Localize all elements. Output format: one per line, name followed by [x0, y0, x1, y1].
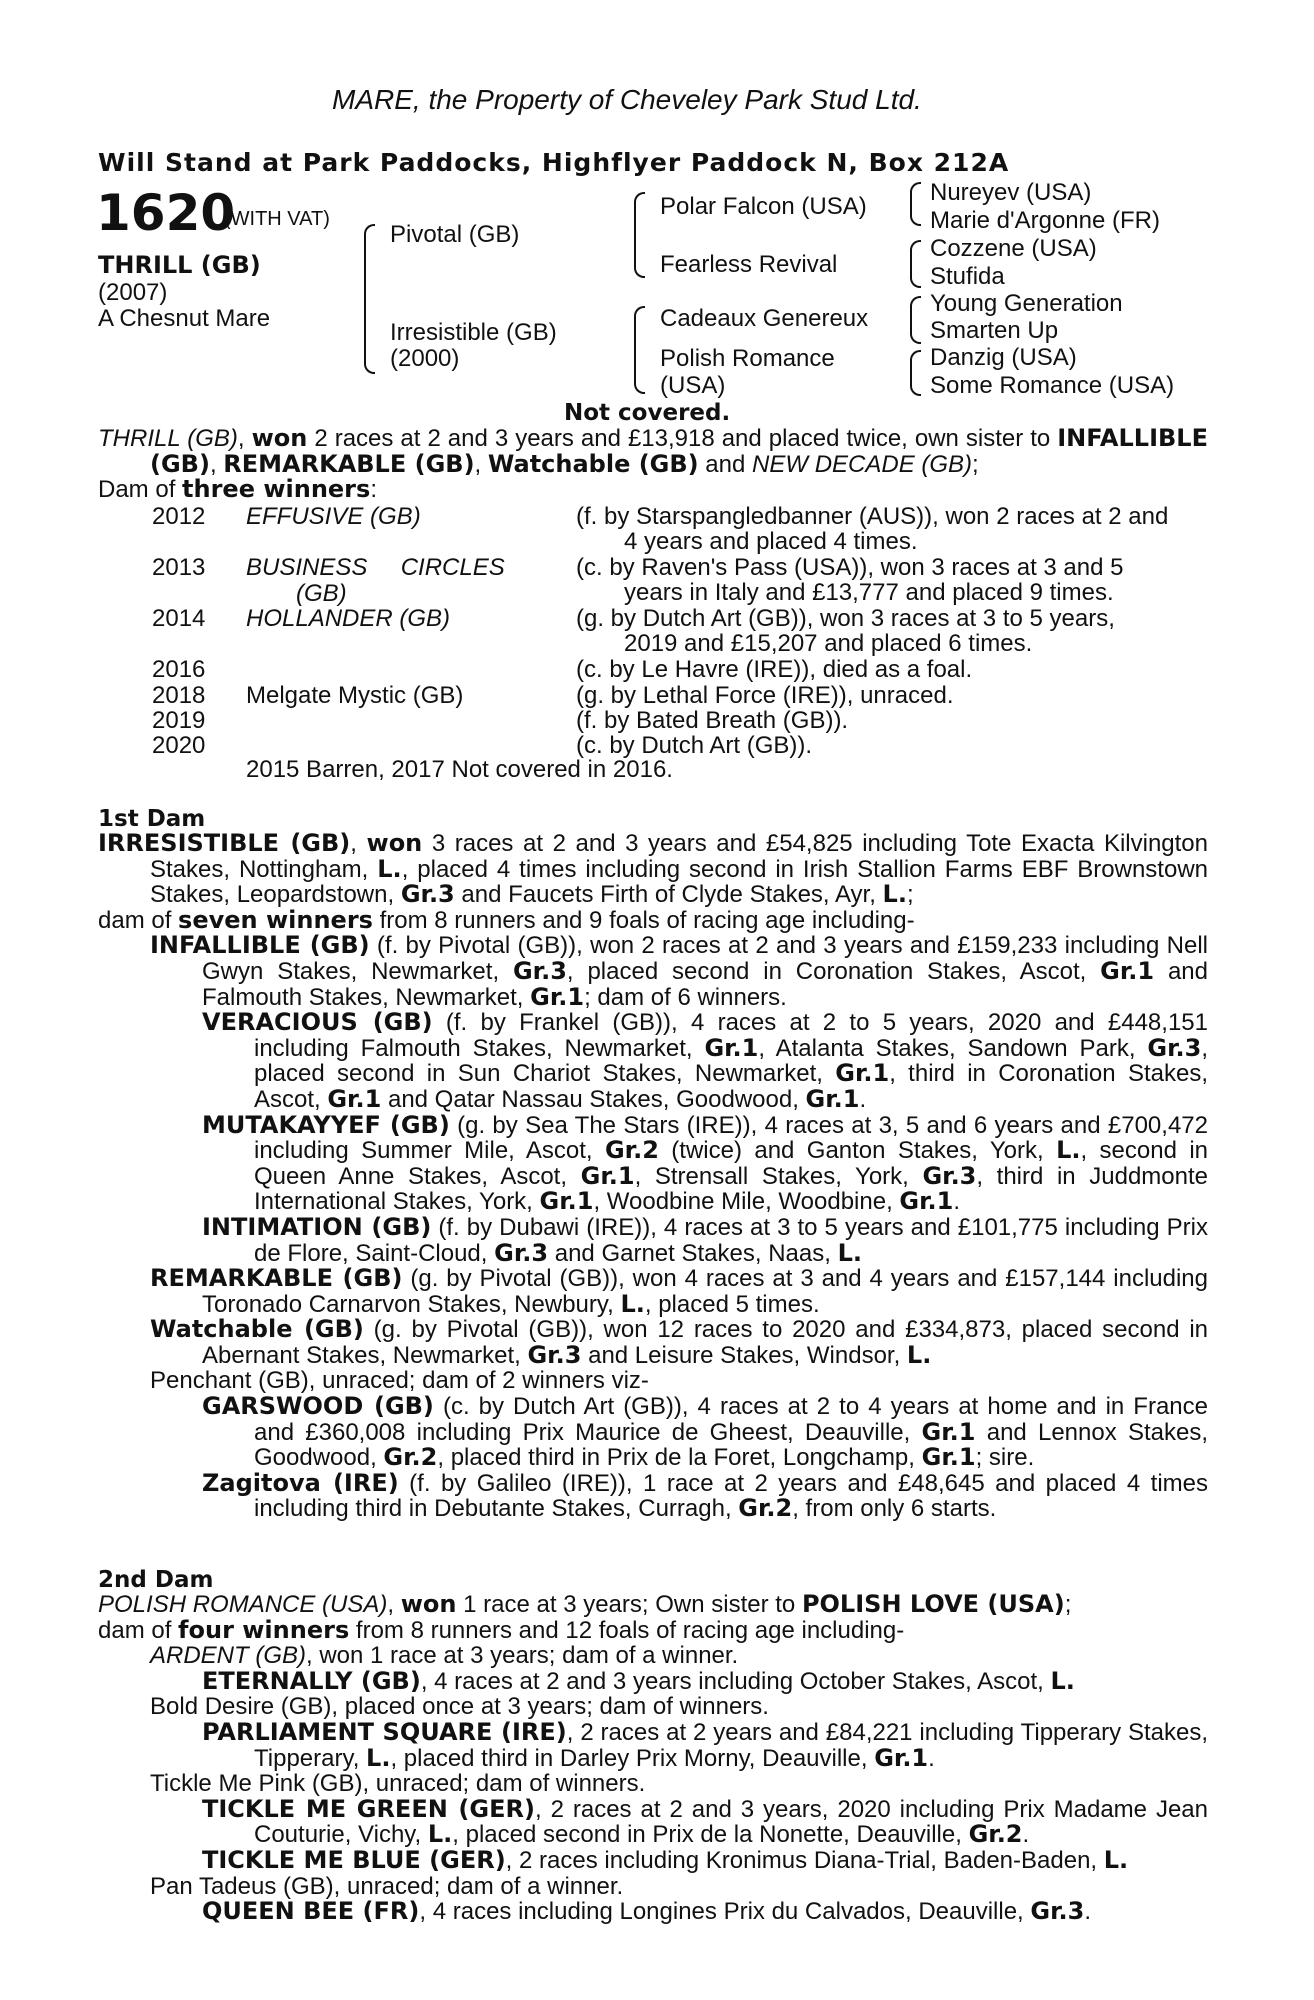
first-dam-seven-winners: seven winners — [178, 905, 373, 934]
sibling-infallible: INFALLIBLE (GB) — [150, 424, 1208, 478]
garswood-name: GARSWOOD (GB) — [202, 1392, 434, 1421]
grade-gr3: Gr.3 — [922, 1161, 977, 1190]
intimation-t1: (f. by Dubawi (IRE)), 4 races at 3 to 5 years and £101,775 including Prix de Flore, Saint-Cloud, — [254, 1213, 1209, 1267]
tickle-me-pink: Tickle Me Pink (GB), unraced; dam of winners. — [150, 1770, 646, 1798]
remarkable-t2: , placed 5 times. — [644, 1290, 820, 1318]
grade-gr2: Gr.2 — [968, 1820, 1023, 1849]
grade-gr2: Gr.2 — [604, 1136, 659, 1165]
zagitova-t2: , from only 6 starts. — [792, 1495, 997, 1523]
grade-gr3: Gr.3 — [494, 1238, 549, 1267]
pedigree-brace-main — [364, 224, 375, 374]
mutakayyef-t3: , second in Queen Anne Stakes, Ascot, — [254, 1137, 1209, 1190]
first-dam-t4: ; — [906, 881, 914, 909]
stand-location: Will Stand at Park Paddocks, Highflyer Paddock N, Box 212A — [98, 148, 1010, 177]
grade-gr1: Gr.1 — [921, 1417, 976, 1446]
produce-details: (c. by Raven's Pass (USA)), won 3 races at 3 and 5 — [576, 554, 1124, 581]
parliament-t2: , placed third in Darley Prix Morny, Deauville, — [390, 1744, 875, 1772]
horse-name: THRILL (GB) — [98, 251, 261, 279]
pedigree-sds: Cozzene (USA) — [930, 235, 1097, 262]
queen-bee-name: QUEEN BEE (FR) — [202, 1897, 420, 1926]
infallible-t3: and Falmouth Stakes, Newmarket, — [202, 957, 1209, 1011]
pedigree-brace-ds — [910, 296, 921, 344]
pedigree-sdd: Stufida — [930, 263, 1005, 290]
eternally-name: ETERNALLY (GB) — [202, 1666, 421, 1695]
intro-dam-of: Dam of — [98, 476, 183, 504]
intro-name: THRILL (GB) — [98, 425, 238, 452]
watchable-t1: (g. by Pivotal (GB)), won 12 races to 2020 and £334,873, placed second in Abernant Stakes, Newmarket, — [202, 1316, 1209, 1369]
pedigree-dsd: Smarten Up — [930, 317, 1059, 344]
grade-gr1: Gr.1 — [1100, 956, 1155, 985]
produce-details: (c. by Dutch Art (GB)). — [576, 732, 813, 759]
pedigree-dd: Polish Romance — [660, 345, 835, 372]
grade-gr2: Gr.2 — [738, 1494, 793, 1523]
garswood-t3: , placed third in Prix de la Foret, Longchamp, — [437, 1444, 922, 1472]
grade-L: L. — [1050, 1666, 1075, 1695]
grade-L: L. — [1103, 1845, 1129, 1874]
produce-year: 2016 — [152, 656, 206, 683]
first-dam-name: IRRESISTIBLE (GB) — [98, 829, 351, 857]
pedigree-dd2: (USA) — [660, 372, 726, 399]
pedigree-sss: Nureyev (USA) — [930, 179, 1092, 206]
ardent-name: ARDENT (GB) — [150, 1642, 306, 1670]
parliament-name: PARLIAMENT SQUARE (IRE) — [202, 1717, 567, 1746]
pedigree-sd: Fearless Revival — [660, 251, 838, 278]
veracious-name: VERACIOUS (GB) — [202, 1008, 433, 1037]
produce-year: 2012 — [152, 503, 206, 530]
garswood-t1: (c. by Dutch Art (GB)), 4 races at 2 to 4 years at home and in France and £360,008 including Prix Maurice de Gheest, Deauville, — [254, 1393, 1208, 1446]
remarkable-name: REMARKABLE (GB) — [150, 1264, 403, 1293]
grade-L: L. — [620, 1289, 645, 1318]
second-dam-name: POLISH ROMANCE (USA) — [98, 1591, 388, 1618]
penchant: Penchant (GB), unraced; dam of 2 winners viz- — [150, 1367, 649, 1395]
grade-L: L. — [906, 1340, 932, 1369]
intimation-t2: and Garnet Stakes, Naas, — [548, 1239, 838, 1267]
grade-gr3: Gr.3 — [1030, 1897, 1085, 1926]
produce-details: (f. by Starspangledbanner (AUS)), won 2 races at 2 and — [576, 503, 1169, 530]
intro-text1: 2 races at 2 and 3 years and £13,918 and placed twice, own sister to — [307, 425, 1058, 452]
grade-gr1: Gr.1 — [805, 1084, 860, 1113]
pedigree-ddd: Some Romance (USA) — [930, 372, 1175, 399]
not-covered: Not covered. — [564, 400, 731, 426]
second-dam-t2: ; — [1064, 1591, 1072, 1618]
grade-gr3: Gr.3 — [400, 880, 455, 909]
mutakayyef-t5: , third in Juddmonte International Stakes, York, — [254, 1162, 1208, 1216]
pedigree-brace-sire — [634, 192, 645, 278]
horse-description: A Chesnut Mare — [98, 305, 271, 332]
veracious-t2: , Atalanta Stakes, Sandown Park, — [758, 1034, 1148, 1062]
veracious-t1: (f. by Frankel (GB)), 4 races at 2 to 5 years, 2020 and £448,151 including Falmouth Stakes, Newmarket, — [254, 1009, 1208, 1062]
pedigree-dam-year: (2000) — [390, 345, 460, 372]
first-dam-won: won — [366, 829, 423, 857]
second-dam-section: POLISH ROMANCE (USA), won 1 race at 3 years; Own sister to POLISH LOVE (USA); dam of four winners from 8 runners and 12 foals of racing age including- ARDENT (GB), won 1 race at 3 years; dam of a winner. ETERNALLY (GB), 4 races at 2 and 3 years including October Stakes, Ascot, L. Bold Desire (GB), placed once at 3 years; dam of winners. PARLIAMENT SQUARE (IRE), 2 races at 2 years and £84,221 including Tipperary Stakes, Tipperary, L., placed third in Darley Prix Morny, Deauville, Gr.1. Tickle Me Pink (GB), unraced; dam of winners. TICKLE ME GREEN (GER), 2 races at 2 and 3 years, 2020 including Prix Madame Jean Couturie, Vichy, L., placed second in Prix de la Nonette, Deauville, Gr.2. TICKLE ME BLUE (GER), 2 races including Kronimus Diana-Trial, Baden-Baden, L. Pan Tadeus (GB), unraced; dam of a winner. QUEEN BEE (FR), 4 races including Longines Prix du Calvados, Deauville, Gr.3. — [98, 1590, 1209, 1926]
second-dam-sister: POLISH LOVE (USA) — [801, 1590, 1065, 1618]
pedigree-brace-dd — [910, 350, 921, 396]
first-dam-t2: , placed 4 times including second in Irish Stallion Farms EBF Brownstown Stakes, Leopardstown, — [150, 855, 1208, 909]
intimation-name: INTIMATION (GB) — [202, 1212, 432, 1241]
sibling-remarkable: REMARKABLE (GB) — [223, 449, 475, 478]
pedigree-brace-dam — [634, 306, 645, 394]
horse-year: (2007) — [98, 279, 168, 306]
intro-paragraph: THRILL (GB), won 2 races at 2 and 3 years and £13,918 and placed twice, own sister to INFALLIBLE (GB), REMARKABLE (GB), Watchable (GB) and NEW DECADE (GB); Dam of three winners: — [98, 424, 1208, 504]
mutakayyef-t2: (twice) and Ganton Stakes, York, — [658, 1137, 1057, 1165]
intro-three-winners: three winners — [182, 475, 371, 504]
grade-gr1: Gr.1 — [899, 1187, 954, 1216]
bold-desire: Bold Desire (GB), placed once at 3 years; dam of winners. — [150, 1693, 769, 1721]
pedigree-brace-ss — [910, 182, 921, 226]
produce-year: 2013 — [152, 554, 206, 581]
pedigree-ss: Polar Falcon (USA) — [660, 193, 867, 220]
tickle-me-green-name: TICKLE ME GREEN (GER) — [202, 1794, 535, 1823]
second-dam-won: won — [400, 1590, 457, 1618]
produce-year: 2018 — [152, 682, 206, 709]
pedigree-ssd: Marie d'Argonne (FR) — [930, 207, 1160, 234]
zagitova-t1: (f. by Galileo (IRE)), 1 race at 2 years and £48,645 and placed 4 times including third in Debutante Stakes, Curragh, — [254, 1469, 1209, 1523]
produce-name: EFFUSIVE (GB) — [246, 503, 421, 530]
grade-gr3: Gr.3 — [527, 1340, 582, 1369]
grade-L: L. — [882, 880, 907, 909]
produce-details-cont: 4 years and placed 4 times. — [624, 528, 918, 555]
lot-number: 1620 — [96, 184, 236, 242]
queen-bee-t: , 4 races including Longines Prix du Calvados, Deauville, — [419, 1898, 1031, 1926]
veracious-t3: , placed second in Sun Chariot Stakes, Newmarket, — [254, 1034, 1209, 1088]
garswood-t2: and Lennox Stakes, Goodwood, — [254, 1418, 1208, 1472]
first-dam-dam-of: dam of — [98, 906, 179, 934]
tickle-me-blue-name: TICKLE ME BLUE (GER) — [202, 1845, 506, 1874]
intro-colon: : — [370, 476, 377, 504]
mutakayyef-t4: , Strensall Stakes, York, — [634, 1162, 923, 1190]
grade-L: L. — [366, 1743, 391, 1772]
parliament-t1: , 2 races at 2 years and £84,221 including Tipperary Stakes, Tipperary, — [254, 1718, 1209, 1772]
grade-gr1: Gr.1 — [874, 1743, 929, 1772]
produce-details: (f. by Bated Breath (GB)). — [576, 707, 849, 734]
page-title: MARE, the Property of Cheveley Park Stud Ltd. — [332, 84, 922, 115]
second-dam-heading: 2nd Dam — [98, 1567, 214, 1593]
barren-note: 2015 Barren, 2017 Not covered in 2016. — [246, 756, 673, 783]
grade-gr1: Gr.1 — [921, 1443, 976, 1472]
infallible-name: INFALLIBLE (GB) — [150, 931, 370, 960]
watchable-name: Watchable (GB) — [150, 1315, 364, 1344]
grade-gr3: Gr.3 — [1147, 1033, 1202, 1062]
grade-L: L. — [377, 854, 402, 883]
pedigree-dds: Danzig (USA) — [930, 344, 1077, 371]
grade-gr1: Gr.1 — [530, 982, 585, 1011]
second-dam-t1: 1 race at 3 years; Own sister to — [456, 1591, 802, 1618]
tickle-me-green-t1: , 2 races at 2 and 3 years, 2020 including Prix Madame Jean Couturie, Vichy, — [254, 1795, 1209, 1849]
pedigree-dss: Young Generation — [930, 290, 1123, 317]
produce-details-cont: 2019 and £15,207 and placed 6 times. — [624, 630, 1033, 657]
first-dam-t1: 3 races at 2 and 3 years and £54,825 including Tote Exacta Kilvington Stakes, Nottingham, — [150, 830, 1209, 883]
produce-details: (g. by Lethal Force (IRE)), unraced. — [576, 682, 954, 709]
pedigree-brace-sd — [910, 240, 921, 288]
infallible-t4: ; dam of 6 winners. — [584, 983, 787, 1011]
grade-L: L. — [1056, 1136, 1081, 1165]
grade-gr1: Gr.1 — [539, 1187, 594, 1216]
produce-year: 2020 — [152, 732, 206, 759]
veracious-t5: and Qatar Nassau Stakes, Goodwood, — [381, 1085, 806, 1113]
ardent-t: , won 1 race at 3 years; dam of a winner. — [306, 1642, 739, 1670]
grade-gr1: Gr.1 — [580, 1161, 635, 1190]
grade-gr1: Gr.1 — [835, 1059, 890, 1088]
intro-won: won — [251, 424, 308, 452]
grade-gr3: Gr.3 — [512, 956, 567, 985]
produce-details: (c. by Le Havre (IRE)), died as a foal. — [576, 656, 973, 683]
produce-details-cont: years in Italy and £13,777 and placed 9 times. — [624, 579, 1114, 606]
dot: . — [1022, 1821, 1030, 1849]
tickle-me-green-t2: , placed second in Prix de la Nonette, Deauville, — [452, 1821, 969, 1849]
first-dam-section: IRRESISTIBLE (GB), won 3 races at 2 and 3 years and £54,825 including Tote Exacta Kilvington Stakes, Nottingham, L., placed 4 times including second in Irish Stallion Farms EBF Brownstown Stakes, Leopardstown, Gr.3 and Faucets Firth of Clyde Stakes, Ayr, L.; dam of seven winners from 8 runners and 9 foals of racing age including- INFALLIBLE (GB) (f. by Pivotal (GB)), won 2 races at 2 and 3 years and £159,233 including Nell Gwyn Stakes, Newmarket, Gr.3, placed second in Coronation Stakes, Ascot, Gr.1 and Falmouth Stakes, Newmarket, Gr.1; dam of 6 winners. VERACIOUS (GB) (f. by Frankel (GB)), 4 races at 2 to 5 years, 2020 and £448,151 including Falmouth Stakes, Newmarket, Gr.1, Atalanta Stakes, Sandown Park, Gr.3, placed second in Sun Chariot Stakes, Newmarket, Gr.1, third in Coronation Stakes, Ascot, Gr.1 and Qatar Nassau Stakes, Goodwood, Gr.1. MUTAKAYYEF (GB) (g. by Sea The Stars (IRE)), 4 races at 3, 5 and 6 years and £700,472 including Summer Mile, Ascot, Gr.2 (twice) and Ganton Stakes, York, L., second in Queen Anne Stakes, Ascot, Gr.1, Strensall Stakes, York, Gr.3, third in Juddmonte International Stakes, York, Gr.1, Woodbine Mile, Woodbine, Gr.1. INTIMATION (GB) (f. by Dubawi (IRE)), 4 races at 3 to 5 years and £101,775 including Prix de Flore, Saint-Cloud, Gr.3 and Garnet Stakes, Naas, L. REMARKABLE (GB) (g. by Pivotal (GB)), won 4 races at 3 and 4 years and £157,144 including Toronado Carnarvon Stakes, Newbury, L., placed 5 times. Watchable (GB) (g. by Pivotal (GB)), won 12 races to 2020 and £334,873, placed second in Abernant Stakes, Newmarket, Gr.3 and Leisure Stakes, Windsor, L. Penchant (GB), unraced; dam of 2 winners viz- GARSWOOD (GB) (c. by Dutch Art (GB)), 4 races at 2 to 4 years at home and in France and £360,008 including Prix Maurice de Gheest, Deauville, Gr.1 and Lennox Stakes, Goodwood, Gr.2, placed third in Prix de la Foret, Longchamp, Gr.1; sire. Zagitova (IRE) (f. by Galileo (IRE)), 1 race at 2 years and £48,645 and placed 4 times including third in Debutante Stakes, Curragh, Gr.2, from only 6 starts. — [98, 829, 1209, 1523]
first-dam-t3: and Faucets Firth of Clyde Stakes, Ayr, — [454, 881, 883, 909]
remarkable-t1: (g. by Pivotal (GB)), won 4 races at 3 and 4 years and £157,144 including Toronado Carnarvon Stakes, Newbury, — [202, 1265, 1208, 1318]
first-dam-heading: 1st Dam — [98, 806, 206, 832]
eternally-t: , 4 races at 2 and 3 years including October Stakes, Ascot, — [420, 1667, 1051, 1695]
pan-tadeus: Pan Tadeus (GB), unraced; dam of a winner. — [150, 1872, 624, 1900]
dot: . — [1084, 1898, 1091, 1926]
zagitova-name: Zagitova (IRE) — [202, 1468, 399, 1497]
second-dam-four-winners: four winners — [178, 1615, 350, 1644]
first-dam-t5: from 8 runners and 9 foals of racing age including- — [372, 906, 915, 934]
mutakayyef-name: MUTAKAYYEF (GB) — [202, 1110, 450, 1139]
produce-name-cont: (GB) — [296, 580, 347, 607]
grade-L: L. — [837, 1238, 862, 1267]
garswood-t4: ; sire. — [975, 1444, 1035, 1472]
mutakayyef-t6: , Woodbine Mile, Woodbine, — [593, 1188, 900, 1216]
produce-name: Melgate Mystic (GB) — [246, 682, 464, 709]
sibling-watchable: Watchable (GB) — [487, 449, 699, 478]
grade-gr2: Gr.2 — [383, 1443, 438, 1472]
veracious-t4: , third in Coronation Stakes, Ascot, — [254, 1060, 1208, 1113]
intro-and: and — [698, 450, 753, 478]
dot: . — [953, 1188, 961, 1216]
pedigree-sire: Pivotal (GB) — [390, 221, 520, 248]
pedigree-dam: Irresistible (GB) — [390, 319, 557, 346]
watchable-t2: and Leisure Stakes, Windsor, — [581, 1341, 907, 1369]
produce-year: 2014 — [152, 605, 206, 632]
grade-L: L. — [427, 1820, 453, 1849]
produce-year: 2019 — [152, 707, 206, 734]
tickle-me-blue-t: , 2 races including Kronimus Diana-Trial, Baden-Baden, — [505, 1846, 1104, 1874]
grade-gr1: Gr.1 — [327, 1084, 382, 1113]
mutakayyef-t1: (g. by Sea The Stars (IRE)), 4 races at 3, 5 and 6 years and £700,472 including Summer Mile, Ascot, — [254, 1111, 1208, 1165]
produce-name: BUSINESS CIRCLES — [246, 554, 505, 581]
vat-note: (WITH VAT) — [224, 208, 330, 230]
dot: . — [928, 1744, 935, 1772]
sibling-new-decade: NEW DECADE (GB) — [752, 450, 973, 478]
grade-gr1: Gr.1 — [704, 1033, 759, 1062]
second-dam-t3: from 8 runners and 12 foals of racing age including- — [349, 1616, 905, 1644]
produce-name: HOLLANDER (GB) — [246, 605, 451, 632]
produce-details: (g. by Dutch Art (GB)), won 3 races at 3 to 5 years, — [576, 605, 1115, 632]
pedigree-ds: Cadeaux Genereux — [660, 305, 869, 332]
dot: . — [859, 1085, 867, 1113]
infallible-t2: , placed second in Coronation Stakes, Ascot, — [566, 957, 1101, 985]
second-dam-dam-of: dam of — [98, 1616, 179, 1644]
infallible-t: (f. by Pivotal (GB)), won 2 races at 2 and 3 years and £159,233 including Nell Gwyn Stakes, Newmarket, — [202, 932, 1208, 985]
